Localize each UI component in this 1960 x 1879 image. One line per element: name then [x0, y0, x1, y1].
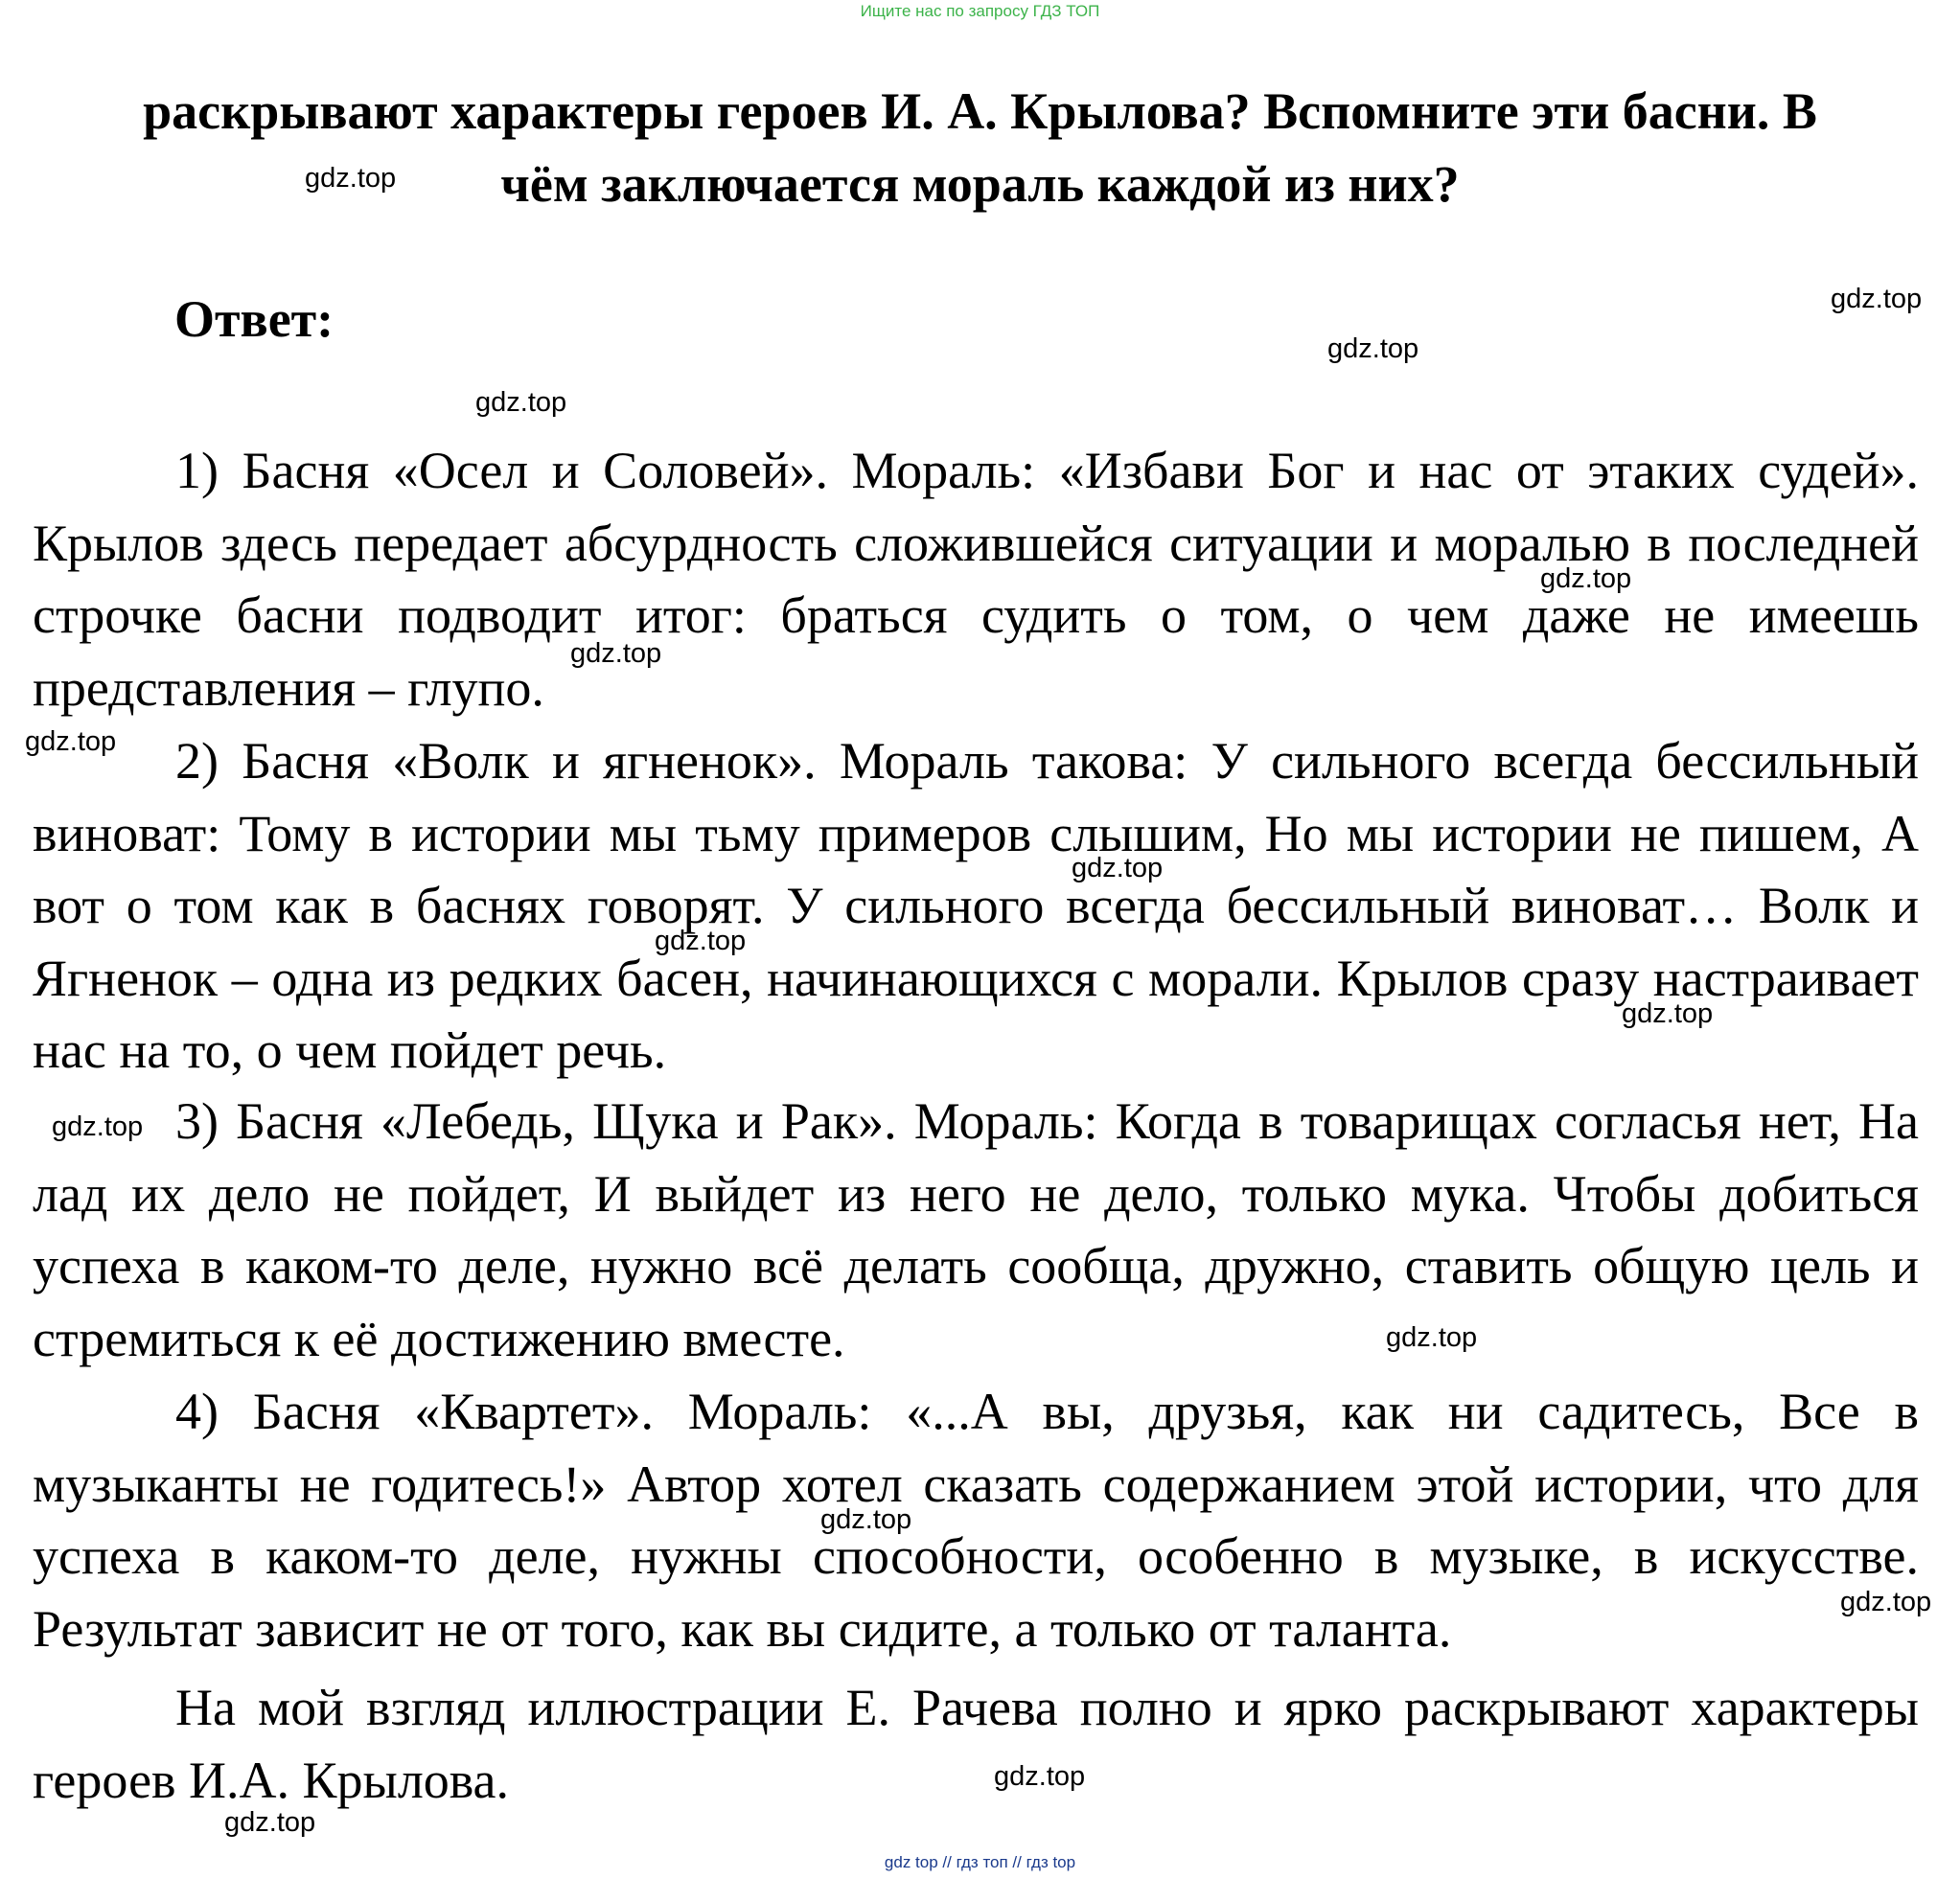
- paragraph-4: 4) Басня «Квартет». Мораль: «...А вы, друзья, как ни садитесь, Все в музыканты не годитесь!» Автор хотел сказать содержанием этой истории, что для успеха в каком-то деле, нужны способности, особенно в музыке, в искусстве. Результат зависит не от того, как вы сидите, а только от таланта.: [33, 1383, 1919, 1658]
- watermark: gdz.top: [1327, 333, 1419, 364]
- watermark: gdz.top: [1386, 1322, 1478, 1353]
- watermark: gdz.top: [655, 926, 747, 956]
- watermark: gdz.top: [994, 1761, 1086, 1792]
- question-line-2: чём заключается мораль каждой из них?: [500, 155, 1460, 213]
- paragraph-1: 1) Басня «Осел и Соловей». Мораль: «Избави Бог и нас от этаких судей». Крылов здесь передает абсурдность сложившейся ситуации и моралью в последней строчке басни подводит итог: браться судить о том, о чем даже не имеешь представления – глупо.: [33, 442, 1919, 717]
- paragraph-2: 2) Басня «Волк и ягненок». Мораль такова: У сильного всегда бессильный виноват: Тому в истории мы тьму примеров слышим, Но мы истории не пишем, А вот о том как в баснях говорят. У сильного всегда бессильный виноват… Волк и Ягненок – одна из редких басен, начинающихся с морали. Крылов сразу настраивает нас на то, о чем пойдет речь.: [33, 732, 1919, 1079]
- watermark: gdz.top: [52, 1111, 144, 1142]
- footer-note: gdz top // гдз топ // гдз top: [884, 1853, 1076, 1871]
- paragraph-3: 3) Басня «Лебедь, Щука и Рак». Мораль: Когда в товарищах согласья нет, На лад их дело не пойдет, И выйдет из него не дело, только мука. Чтобы добиться успеха в каком-то деле, нужно всё делать сообща, дружно, ставить общую цель и стремиться к её достижению вместе.: [33, 1092, 1919, 1367]
- answer-label: Ответ:: [174, 290, 334, 348]
- watermark: gdz.top: [1072, 853, 1164, 883]
- watermark: gdz.top: [1840, 1587, 1932, 1617]
- watermark: gdz.top: [1622, 998, 1714, 1029]
- watermark: gdz.top: [224, 1807, 316, 1838]
- watermark: gdz.top: [1831, 284, 1923, 314]
- watermark: gdz.top: [305, 163, 397, 194]
- watermark: gdz.top: [1540, 563, 1632, 594]
- watermark: gdz.top: [475, 387, 567, 418]
- watermark: gdz.top: [820, 1504, 912, 1535]
- question-line-1: раскрывают характеры героев И. А. Крылова? Вспомните эти басни. В: [143, 82, 1817, 140]
- closing-paragraph: На мой взгляд иллюстрации Е. Рачева полно и ярко раскрывают характеры героев И.А. Крылова.: [33, 1679, 1919, 1809]
- watermark: gdz.top: [25, 726, 117, 757]
- watermark: gdz.top: [570, 638, 662, 669]
- header-note: Ищите нас по запросу ГДЗ ТОП: [860, 2, 1100, 20]
